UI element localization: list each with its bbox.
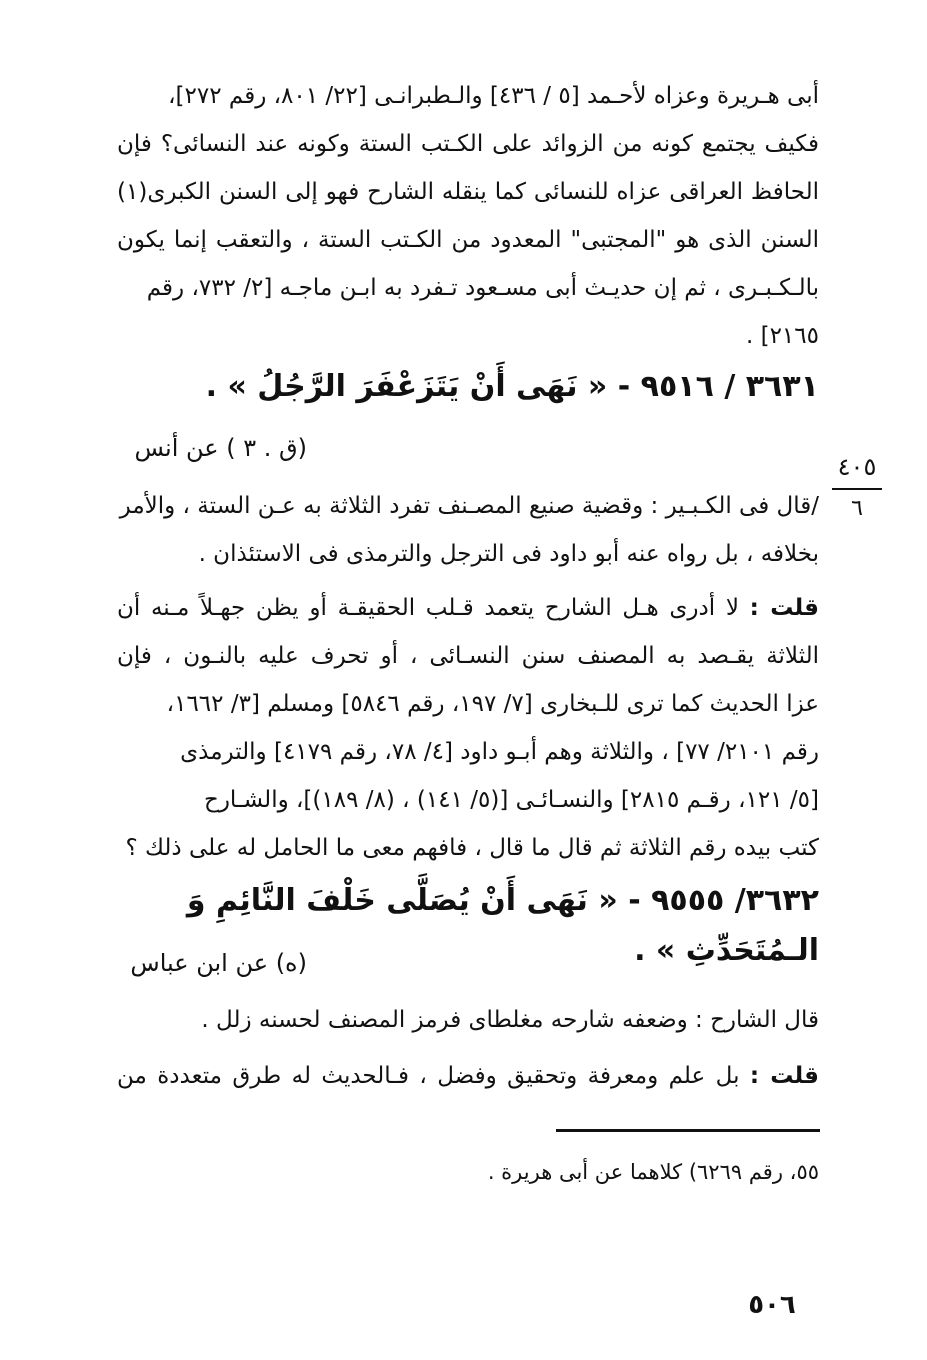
author-response [117,584,819,872]
text-line: أبى هـريرة وعزاه لأحـمد [٥ / ٤٣٦] والـطبرانـى [٢٢/ ٨٠١، رقم ٢٧٢]، [168,83,819,109]
author-reply [117,1052,819,1100]
reply-text: بل علم ومعرفة وتحقيق وفضل ، فـالحديث له طرق متعددة من [117,1063,740,1089]
text-line [117,1052,819,1100]
text-line: السنن الذى هو "المجتبى" المعدود من الكـتب الستة ، والتعقب إنما يكون [117,227,819,253]
hadith-source-3631: (ق . ٣ ) عن أنس [134,434,307,462]
text-line: رقم ٢١٠١/ ٧٧] ، والثلاثة وهم أبـو داود [٤/ ٧٨، رقم ٤١٧٩] والترمذى [180,739,819,765]
text-line: فكيف يجتمع كونه من الزوائد على الكـتب الستة وكونه عند النسائى؟ فإن [117,131,819,157]
text-line: عزا الحديث كما ترى للـبخارى [٧/ ١٩٧، رقم ٥٨٤٦] ومسلم [٣/ ١٦٦٢، [166,691,819,717]
response-text: لا أدرى هـل الشارح يتعمد قـلب الحقيقـة أو يظن جهـلاً مـنه أن [117,595,739,621]
text-line [117,584,819,632]
commentator-note [117,996,819,1044]
reply-label: قلت : [749,1063,819,1089]
paragraph-continuation [117,72,819,360]
response-label: قلت : [749,595,819,621]
text-line: بالـكـبـرى ، ثم إن حديـث أبى مسـعود تـفرد به ابـن ماجـه [٢/ ٧٣٢، رقم [146,275,819,301]
text-line: قال الشارح : وضعفه شارحه مغلطاى فرمز المصنف لحسنه زلل . [201,1007,819,1033]
commentary-quote [117,482,819,578]
footnote-divider [556,1129,820,1132]
text-line: كتب بيده رقم الثلاثة ثم قال ما قال ، فافهم معى ما الحامل له على ذلك ؟ [125,835,819,861]
margin-ref-top: ٤٠٥ [837,453,877,481]
text-line: ٢١٦٥] . [745,323,819,349]
hadith-3631: ٣٦٣١ / ٩٥١٦ - « نَهَى أَنْ يَتَزَعْفَرَ الرَّجُلُ » . [205,369,819,404]
hadith-source-3632: (ه) عن ابن عباس [130,949,307,977]
text-line: الحافظ العراقى عزاه للنسائى كما ينقله الشارح فهو إلى السنن الكبرى(١) [117,179,819,205]
page-number: ٥٠٦ [748,1290,796,1320]
footnote: ٥٥، رقم ٦٢٦٩) كلاهما عن أبى هريرة . [487,1160,819,1184]
margin-ref-bottom: ٦ [851,496,863,521]
text-line: /قال فى الكـبـير : وقضية صنيع المصـنف تفرد الثلاثة به عـن الستة ، والأمر [119,493,819,519]
text-line: بخلافه ، بل رواه عنه أبو داود فى الترجل والترمذى فى الاستئذان . [198,541,819,567]
margin-page-reference [822,452,892,524]
hadith-3632: ٣٦٣٢/ ٩٥٥٥ - « نَهَى أَنْ يُصَلَّى خَلْفَ النَّائِمِ وَ الـمُتَحَدِّثِ » . [186,883,819,968]
margin-ref-divider [832,488,882,490]
text-line: الثلاثة يقـصد به المصنف سنن النسـائى ، أو تحرف عليه بالنـون ، فإن [117,643,819,669]
text-line: [٥/ ١٢١، رقـم ٢٨١٥] والنسـائـى [(٥/ ١٤١) ، (٨/ ١٨٩)]، والشـارح [203,787,819,813]
